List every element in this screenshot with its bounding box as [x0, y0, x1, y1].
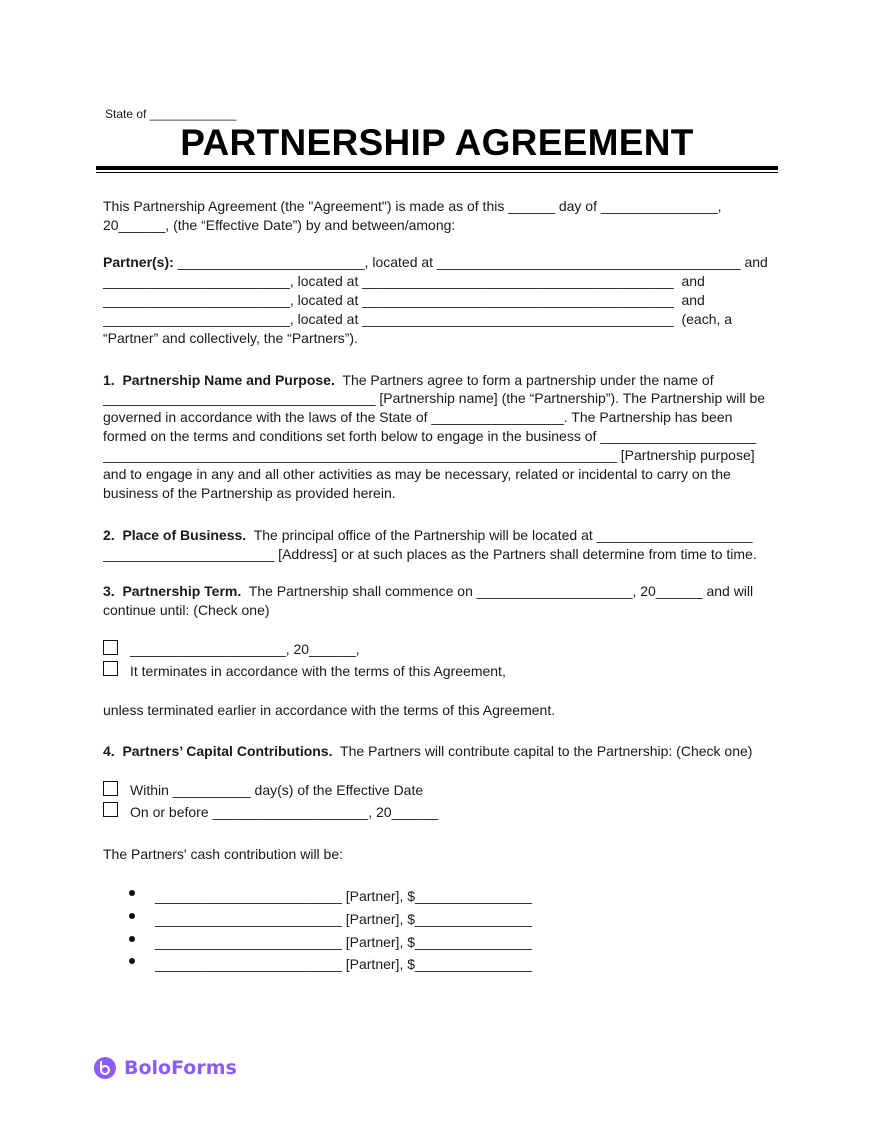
on-or-before-checkbox[interactable] [103, 802, 118, 817]
section-1-line-6: and to engage in any and all other activities as may be necessary, related or incidental to carry on the [103, 466, 731, 482]
bullet-icon [129, 890, 135, 896]
section-4-line-1 [103, 742, 752, 760]
cash-contribution-item: ________________________ [Partner], $_______________ [155, 888, 532, 904]
section-1-line-3: governed in accordance with the laws of the State of _________________. The Partnership has been [103, 409, 733, 425]
within-days-checkbox[interactable] [103, 781, 118, 796]
section-3-footer: unless terminated earlier in accordance with the terms of this Agreement. [103, 702, 556, 718]
partners-line-3: ________________________, located at ________________________________________ and [103, 292, 705, 308]
section-2-line-1-text: The principal office of the Partnership will be located at ____________________ [246, 527, 753, 543]
title-rule-thin [96, 172, 778, 173]
boloforms-logo-text: BoloForms [124, 1057, 237, 1079]
bullet-icon [129, 913, 135, 919]
section-1-line-1-text: The Partners agree to form a partnership under the name of [334, 372, 714, 388]
section-1-line-1 [103, 371, 714, 389]
section-1-line-5: __________________________________________________________________ [Partnership purpose] [103, 447, 755, 463]
section-1-line-4: formed on the terms and conditions set forth below to engage in the business of ____________________ [103, 428, 757, 444]
section-3-heading: 3. Partnership Term. [103, 583, 242, 599]
section-1-heading: 1. Partnership Name and Purpose. [103, 372, 335, 388]
section-4-heading: 4. Partners’ Capital Contributions. [103, 743, 333, 759]
on-or-before-option: On or before ____________________, 20______ [130, 804, 439, 820]
intro-line-2: 20______, (the “Effective Date”) by and between/among: [103, 217, 456, 233]
partners-line-2: ________________________, located at ________________________________________ and [103, 273, 705, 289]
section-1-line-2: ___________________________________ [Partnership name] (the “Partnership”). The Partnership will be [103, 390, 766, 406]
boloforms-logo [94, 1056, 237, 1080]
title-rule-thick [96, 166, 778, 170]
cash-contribution-item: ________________________ [Partner], $_______________ [155, 934, 532, 950]
bullet-icon [129, 958, 135, 964]
within-days-option: Within __________ day(s) of the Effective Date [130, 782, 424, 798]
section-4-line-1-text: The Partners will contribute capital to the Partnership: (Check one) [332, 743, 753, 759]
section-3-line-1 [103, 582, 753, 600]
section-2-line-1 [103, 526, 752, 544]
document-title: PARTNERSHIP AGREEMENT [180, 122, 694, 163]
cash-contribution-item: ________________________ [Partner], $_______________ [155, 911, 532, 927]
section-3-line-2: continue until: (Check one) [103, 602, 270, 618]
term-agreement-option: It terminates in accordance with the terms of this Agreement, [130, 663, 506, 679]
cash-contribution-item: ________________________ [Partner], $_______________ [155, 956, 532, 972]
partners-line-1 [103, 253, 768, 271]
partners-line-1-text: ________________________, located at _______________________________________ and [173, 254, 768, 270]
state-line: State of _____________ [105, 107, 237, 121]
boloforms-logo-icon [94, 1057, 116, 1079]
intro-line-1: This Partnership Agreement (the "Agreement") is made as of this ______ day of _______________, [103, 198, 722, 214]
section-1-line-7: business of the Partnership as provided herein. [103, 485, 396, 501]
partners-line-5: “Partner” and collectively, the “Partners”). [103, 330, 358, 346]
partners-line-4: ________________________, located at ________________________________________ (each, a [103, 311, 733, 327]
cash-contribution-intro: The Partners' cash contribution will be: [103, 846, 344, 862]
section-2-heading: 2. Place of Business. [103, 527, 247, 543]
term-date-checkbox[interactable] [103, 640, 118, 655]
term-date-option: ____________________, 20______, [130, 641, 360, 657]
partners-label: Partner(s): [103, 254, 174, 270]
term-agreement-checkbox[interactable] [103, 661, 118, 676]
section-3-line-1-text: The Partnership shall commence on ____________________, 20______ and will [241, 583, 754, 599]
bullet-icon [129, 936, 135, 942]
section-2-line-2: ______________________ [Address] or at such places as the Partners shall determine from time to time. [103, 546, 757, 562]
